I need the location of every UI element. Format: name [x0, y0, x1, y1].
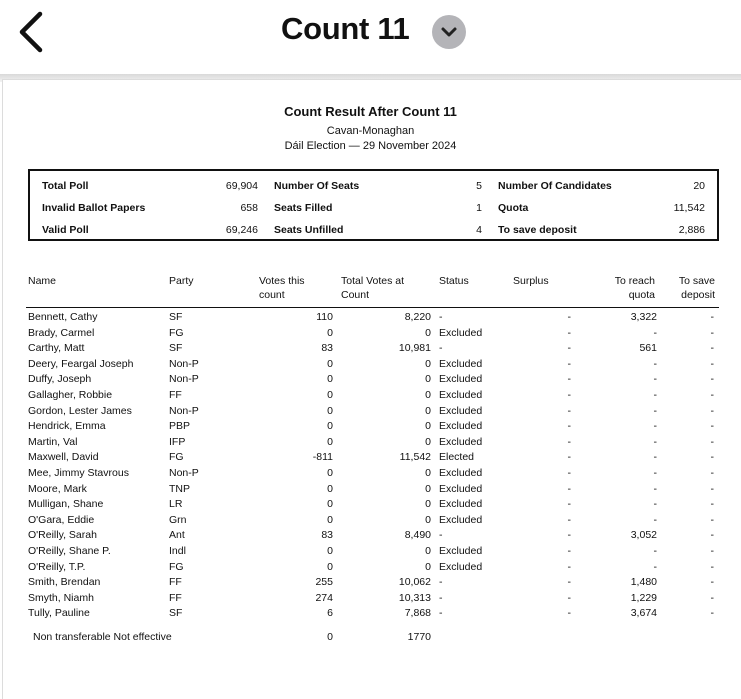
- header-reach-line2: quota: [628, 289, 655, 301]
- cell-surplus: -: [567, 576, 571, 589]
- invalid-papers-label: Invalid Ballot Papers: [42, 202, 146, 214]
- table-row: [0, 483, 741, 498]
- cell-candidate-name: Smyth, Niamh: [28, 591, 94, 604]
- cell-candidate-name: O'Reilly, T.P.: [28, 560, 86, 573]
- cell-total-votes: 0: [425, 513, 431, 526]
- total-poll-label: Total Poll: [42, 180, 89, 192]
- cell-surplus: -: [567, 311, 571, 323]
- cell-party-code: Non-P: [169, 373, 199, 386]
- cell-to-save-deposit: -: [710, 389, 714, 401]
- cell-candidate-name: Gordon, Lester James: [28, 404, 132, 417]
- cell-surplus: -: [567, 326, 571, 339]
- cell-to-reach-quota: 3,052: [630, 529, 657, 542]
- cell-status: Excluded: [439, 357, 483, 370]
- cell-total-votes: 0: [425, 404, 431, 417]
- cell-votes-this-count: 0: [327, 373, 333, 386]
- cell-surplus: -: [567, 482, 571, 495]
- cell-to-save-deposit: -: [710, 482, 714, 495]
- cell-status: Excluded: [439, 326, 483, 339]
- cell-candidate-name: Tully, Pauline: [28, 607, 90, 620]
- table-row: [0, 358, 741, 373]
- table-row: [0, 545, 741, 560]
- header-reach-line1: To reach: [614, 275, 655, 287]
- cell-to-save-deposit: -: [710, 311, 714, 323]
- table-row: [0, 498, 741, 513]
- cell-party-code: IFP: [169, 435, 186, 448]
- cell-surplus: -: [567, 373, 571, 386]
- cell-votes-this-count: 0: [327, 560, 333, 573]
- cell-to-save-deposit: -: [710, 513, 714, 526]
- cell-votes-this-count: 83: [321, 342, 333, 355]
- cell-to-save-deposit: -: [710, 326, 714, 339]
- cell-votes-this-count: 274: [315, 591, 333, 604]
- cell-total-votes: 0: [425, 389, 431, 401]
- cell-to-save-deposit: -: [710, 435, 714, 448]
- cell-surplus: -: [567, 420, 571, 433]
- cell-status: -: [439, 576, 443, 589]
- table-row: [0, 405, 741, 420]
- header-party: Party: [169, 275, 194, 287]
- table-row: [0, 607, 741, 622]
- cell-surplus: -: [567, 513, 571, 526]
- valid-poll-label: Valid Poll: [42, 224, 89, 236]
- cell-candidate-name: Mee, Jimmy Stavrous: [28, 467, 129, 479]
- cell-total-votes: 0: [425, 560, 431, 573]
- cell-votes-this-count: 0: [327, 389, 333, 401]
- cell-to-save-deposit: -: [710, 342, 714, 355]
- cell-to-reach-quota: -: [653, 545, 657, 557]
- cell-to-reach-quota: -: [653, 357, 657, 370]
- cell-total-votes: 10,981: [398, 342, 431, 355]
- table-row: [0, 576, 741, 591]
- cell-party-code: FF: [169, 591, 182, 604]
- cell-status: -: [439, 529, 443, 542]
- cell-party-code: FF: [169, 389, 182, 401]
- cell-to-reach-quota: -: [653, 326, 657, 339]
- cell-party-code: Non-P: [169, 467, 199, 479]
- seats-filled-label: Seats Filled: [274, 202, 333, 214]
- cell-surplus: -: [567, 404, 571, 417]
- cell-candidate-name: Gallagher, Robbie: [28, 389, 113, 401]
- header-status: Status: [439, 275, 469, 287]
- cell-votes-this-count: 0: [327, 467, 333, 479]
- cell-surplus: -: [567, 389, 571, 401]
- cell-status: Excluded: [439, 545, 483, 557]
- cell-candidate-name: O'Gara, Eddie: [28, 513, 95, 526]
- cell-party-code: FG: [169, 451, 184, 464]
- cell-party-code: SF: [169, 607, 183, 620]
- cell-to-reach-quota: 1,480: [630, 576, 657, 589]
- cell-to-reach-quota: -: [653, 420, 657, 433]
- cell-to-reach-quota: -: [653, 482, 657, 495]
- table-row: [0, 561, 741, 576]
- cell-votes-this-count: 0: [327, 545, 333, 557]
- cell-candidate-name: O'Reilly, Shane P.: [28, 545, 111, 557]
- cell-to-reach-quota: -: [653, 560, 657, 573]
- cell-candidate-name: Maxwell, David: [28, 451, 99, 464]
- table-row: [0, 327, 741, 342]
- cell-surplus: -: [567, 560, 571, 573]
- cell-candidate-name: Deery, Feargal Joseph: [28, 357, 134, 370]
- cell-total-votes: 0: [425, 482, 431, 495]
- constituency-name: Cavan-Monaghan: [326, 125, 415, 137]
- cell-status: Excluded: [439, 373, 483, 386]
- cell-to-reach-quota: -: [653, 404, 657, 417]
- cell-total-votes: 7,868: [404, 607, 431, 620]
- table-row: [0, 529, 741, 544]
- cell-party-code: FG: [169, 326, 184, 339]
- header-name: Name: [28, 275, 57, 287]
- candidates-value: 20: [693, 180, 705, 192]
- seats-unfilled-value: 4: [476, 224, 482, 236]
- cell-status: -: [439, 342, 443, 355]
- cell-party-code: TNP: [169, 482, 190, 495]
- title-dropdown-button[interactable]: [432, 15, 466, 49]
- total-poll-value: 69,904: [225, 180, 258, 192]
- cell-party-code: SF: [169, 311, 183, 323]
- cell-votes-this-count: 0: [327, 326, 333, 339]
- header-votes-line2: count: [259, 289, 285, 301]
- cell-to-reach-quota: -: [653, 498, 657, 511]
- deposit-label: To save deposit: [498, 224, 577, 236]
- cell-total-votes: 8,220: [404, 311, 431, 323]
- cell-status: Elected: [439, 451, 475, 464]
- summary-box: [28, 169, 719, 241]
- cell-total-votes: 0: [425, 373, 431, 386]
- cell-total-votes: 0: [425, 545, 431, 557]
- cell-status: -: [439, 311, 443, 323]
- table-row: [0, 436, 741, 451]
- cell-votes-this-count: 0: [327, 404, 333, 417]
- header-total-line1: Total Votes at: [341, 275, 405, 287]
- table-row: [0, 342, 741, 357]
- cell-votes-this-count: 0: [327, 482, 333, 495]
- cell-surplus: -: [567, 451, 571, 464]
- cell-status: Excluded: [439, 420, 483, 433]
- cell-to-save-deposit: -: [710, 529, 714, 542]
- cell-to-reach-quota: -: [653, 435, 657, 448]
- seats-filled-value: 1: [476, 202, 482, 214]
- cell-surplus: -: [567, 591, 571, 604]
- cell-total-votes: 0: [425, 326, 431, 339]
- cell-status: Excluded: [439, 498, 483, 511]
- cell-to-save-deposit: -: [710, 404, 714, 417]
- cell-votes-this-count: 0: [327, 357, 333, 370]
- table-row: [0, 514, 741, 529]
- table-row: [0, 592, 741, 607]
- cell-status: Excluded: [439, 513, 483, 526]
- cell-status: Excluded: [439, 482, 483, 495]
- navigation-bar: [0, 0, 741, 74]
- cell-to-save-deposit: -: [710, 467, 714, 479]
- cell-total-votes: 0: [425, 498, 431, 511]
- cell-party-code: SF: [169, 342, 183, 355]
- cell-to-save-deposit: -: [710, 576, 714, 589]
- candidates-label: Number Of Candidates: [498, 180, 612, 192]
- cell-total-votes: 0: [425, 420, 431, 433]
- cell-surplus: -: [567, 498, 571, 511]
- cell-party-code: FG: [169, 560, 184, 573]
- table-row: [0, 389, 741, 404]
- cell-to-reach-quota: 3,674: [630, 607, 657, 620]
- cell-to-reach-quota: 3,322: [630, 311, 657, 323]
- cell-party-code: Indl: [169, 545, 186, 557]
- quota-value: 11,542: [673, 202, 705, 214]
- cell-surplus: -: [567, 467, 571, 479]
- non-transferable-total: 1770: [407, 631, 431, 643]
- document-title: Count Result After Count 11: [284, 104, 457, 119]
- cell-party-code: LR: [169, 498, 183, 511]
- cell-surplus: -: [567, 545, 571, 557]
- cell-candidate-name: Bennett, Cathy: [28, 311, 98, 323]
- cell-votes-this-count: 0: [327, 513, 333, 526]
- cell-total-votes: 11,542: [399, 451, 431, 464]
- non-transferable-votes: 0: [327, 631, 333, 643]
- cell-status: -: [439, 591, 443, 604]
- cell-to-reach-quota: -: [653, 451, 657, 464]
- cell-party-code: Ant: [169, 529, 185, 542]
- cell-status: Excluded: [439, 435, 483, 448]
- cell-candidate-name: Smith, Brendan: [28, 576, 101, 589]
- cell-to-reach-quota: -: [653, 513, 657, 526]
- seats-unfilled-label: Seats Unfilled: [274, 224, 344, 236]
- cell-status: Excluded: [439, 404, 483, 417]
- cell-votes-this-count: 0: [327, 435, 333, 448]
- cell-status: Excluded: [439, 389, 483, 401]
- table-row: [0, 451, 741, 466]
- table-row: [0, 311, 741, 326]
- cell-to-save-deposit: -: [710, 545, 714, 557]
- cell-to-save-deposit: -: [710, 451, 714, 464]
- cell-party-code: FF: [169, 576, 182, 589]
- cell-candidate-name: Mulligan, Shane: [28, 498, 104, 511]
- seats-value: 5: [476, 180, 482, 192]
- seats-label: Number Of Seats: [274, 180, 360, 192]
- cell-to-reach-quota: -: [653, 389, 657, 401]
- cell-surplus: -: [567, 342, 571, 355]
- cell-to-reach-quota: -: [653, 373, 657, 386]
- cell-total-votes: 8,490: [404, 529, 431, 542]
- cell-party-code: Grn: [169, 513, 187, 526]
- cell-votes-this-count: -811: [312, 451, 333, 464]
- header-save-line1: To save: [678, 275, 715, 287]
- cell-total-votes: 0: [425, 467, 431, 479]
- cell-to-save-deposit: -: [710, 607, 714, 620]
- header-votes-line1: Votes this: [259, 275, 305, 287]
- cell-candidate-name: Hendrick, Emma: [28, 420, 106, 433]
- cell-candidate-name: Carthy, Matt: [28, 342, 85, 355]
- cell-to-save-deposit: -: [710, 357, 714, 370]
- cell-candidate-name: Duffy, Joseph: [28, 373, 92, 386]
- cell-candidate-name: O'Reilly, Sarah: [28, 529, 97, 542]
- election-date: Dáil Election — 29 November 2024: [284, 140, 457, 152]
- cell-total-votes: 0: [425, 357, 431, 370]
- table-row: [0, 373, 741, 388]
- chevron-down-icon: [432, 15, 466, 49]
- cell-candidate-name: Brady, Carmel: [28, 326, 95, 339]
- cell-surplus: -: [567, 529, 571, 542]
- cell-party-code: PBP: [169, 420, 191, 433]
- cell-votes-this-count: 0: [327, 498, 333, 511]
- cell-votes-this-count: 110: [316, 311, 333, 323]
- cell-votes-this-count: 255: [315, 576, 333, 589]
- cell-surplus: -: [567, 357, 571, 370]
- deposit-value: 2,886: [678, 224, 705, 236]
- cell-party-code: Non-P: [169, 404, 199, 417]
- cell-surplus: -: [567, 435, 571, 448]
- cell-votes-this-count: 6: [327, 607, 333, 620]
- cell-to-save-deposit: -: [710, 420, 714, 433]
- cell-surplus: -: [567, 607, 571, 620]
- cell-party-code: Non-P: [169, 357, 199, 370]
- header-save-line2: deposit: [681, 289, 715, 301]
- cell-total-votes: 0: [425, 435, 431, 448]
- table-row: [0, 467, 741, 482]
- cell-votes-this-count: 0: [327, 420, 333, 433]
- cell-candidate-name: Moore, Mark: [28, 482, 87, 495]
- page-title: Count 11: [281, 11, 410, 46]
- header-rule: [26, 307, 719, 308]
- cell-to-save-deposit: -: [710, 498, 714, 511]
- cell-to-reach-quota: 1,229: [630, 591, 657, 604]
- valid-poll-value: 69,246: [225, 224, 258, 236]
- cell-to-save-deposit: -: [710, 560, 714, 573]
- cell-status: Excluded: [439, 467, 483, 479]
- invalid-papers-value: 658: [240, 202, 258, 214]
- cell-to-reach-quota: 561: [639, 342, 657, 355]
- non-transferable-label: Non transferable Not effective: [33, 631, 172, 643]
- cell-votes-this-count: 83: [321, 529, 333, 542]
- cell-candidate-name: Martin, Val: [28, 435, 78, 448]
- quota-label: Quota: [498, 202, 529, 214]
- back-chevron-icon[interactable]: [14, 10, 48, 54]
- cell-total-votes: 10,313: [398, 591, 431, 604]
- cell-to-save-deposit: -: [710, 373, 714, 386]
- cell-status: -: [439, 607, 443, 620]
- cell-status: Excluded: [439, 560, 483, 573]
- cell-to-reach-quota: -: [653, 467, 657, 479]
- header-total-line2: Count: [341, 289, 370, 301]
- header-surplus: Surplus: [513, 275, 549, 287]
- table-row: [0, 420, 741, 435]
- cell-total-votes: 10,062: [398, 576, 431, 589]
- cell-to-save-deposit: -: [710, 591, 714, 604]
